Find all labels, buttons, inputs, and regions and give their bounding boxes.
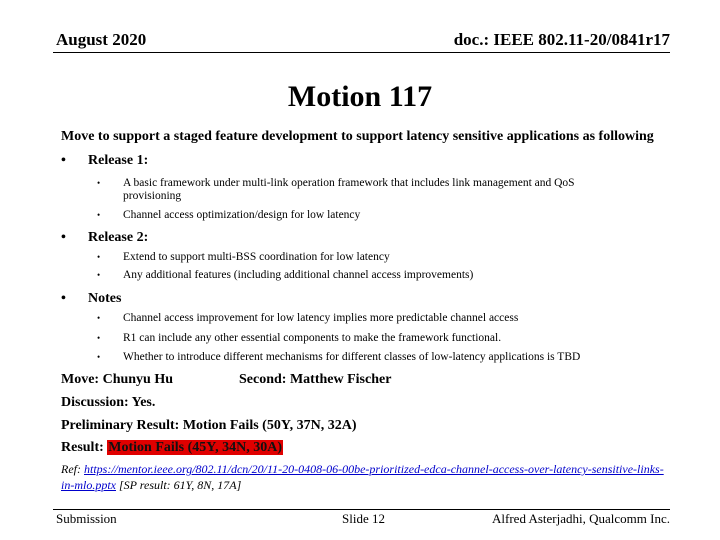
header-divider — [53, 52, 670, 53]
preliminary-result: Preliminary Result: Motion Fails (50Y, 37N, 32A) — [61, 418, 357, 433]
bullet: • — [97, 210, 101, 220]
reference-link[interactable]: https://mentor.ieee.org/802.11/dcn/20/11-20-0408-06-00be-prioritized-edca-channel-access-over-latency-sensitive-links-in-mlo.pptx — [61, 462, 664, 492]
notes-item-text: Channel access improvement for low latency implies more predictable channel access — [123, 312, 519, 324]
header-date: August 2020 — [56, 30, 147, 49]
footer-divider — [53, 509, 670, 510]
reference-prefix: Ref: — [61, 462, 84, 476]
bullet: • — [97, 252, 101, 262]
notes-item-text: R1 can include any other essential components to make the framework functional. — [123, 332, 502, 344]
mover: Move: Chunyu Hu — [61, 372, 174, 387]
release1-item-text: A basic framework under multi-link operation framework that includes link management and QoS provisioning — [123, 177, 575, 202]
result-label: Result: — [61, 440, 104, 455]
release1-label: Release 1: — [88, 153, 149, 168]
release2-item-text: Any additional features (including additional channel access improvements) — [123, 269, 474, 281]
discussion: Discussion: Yes. — [61, 395, 156, 410]
release2-label: Release 2: — [88, 230, 149, 245]
reference-suffix: [SP result: 61Y, 8N, 17A] — [116, 478, 242, 492]
bullet: • — [97, 352, 101, 362]
bullet: • — [61, 230, 66, 245]
final-result — [61, 440, 283, 456]
bullet: • — [97, 178, 101, 188]
notes-label: Notes — [88, 291, 122, 306]
header-doc-id: doc.: IEEE 802.11-20/0841r17 — [453, 30, 670, 49]
notes-item-text: Whether to introduce different mechanisms for different classes of low-latency applications is TBD — [123, 351, 581, 363]
bullet: • — [97, 270, 101, 280]
result-value-highlight: Motion Fails (45Y, 34N, 30A) — [108, 440, 282, 455]
seconder: Second: Matthew Fischer — [239, 372, 392, 387]
motion-text: Move to support a staged feature development to support latency sensitive applications as following — [61, 129, 654, 144]
bullet: • — [61, 291, 66, 306]
slide-title: Motion 117 — [287, 80, 433, 113]
reference — [61, 461, 676, 493]
bullet: • — [97, 333, 101, 343]
release1-item-text: Channel access optimization/design for low latency — [123, 209, 361, 221]
bullet: • — [97, 313, 101, 323]
footer-submission: Submission — [56, 511, 117, 526]
footer-slide-number: Slide 12 — [342, 511, 385, 526]
release2-item-text: Extend to support multi-BSS coordination for low latency — [123, 251, 390, 263]
footer-author: Alfred Asterjadhi, Qualcomm Inc. — [492, 511, 670, 526]
bullet: • — [61, 153, 66, 168]
